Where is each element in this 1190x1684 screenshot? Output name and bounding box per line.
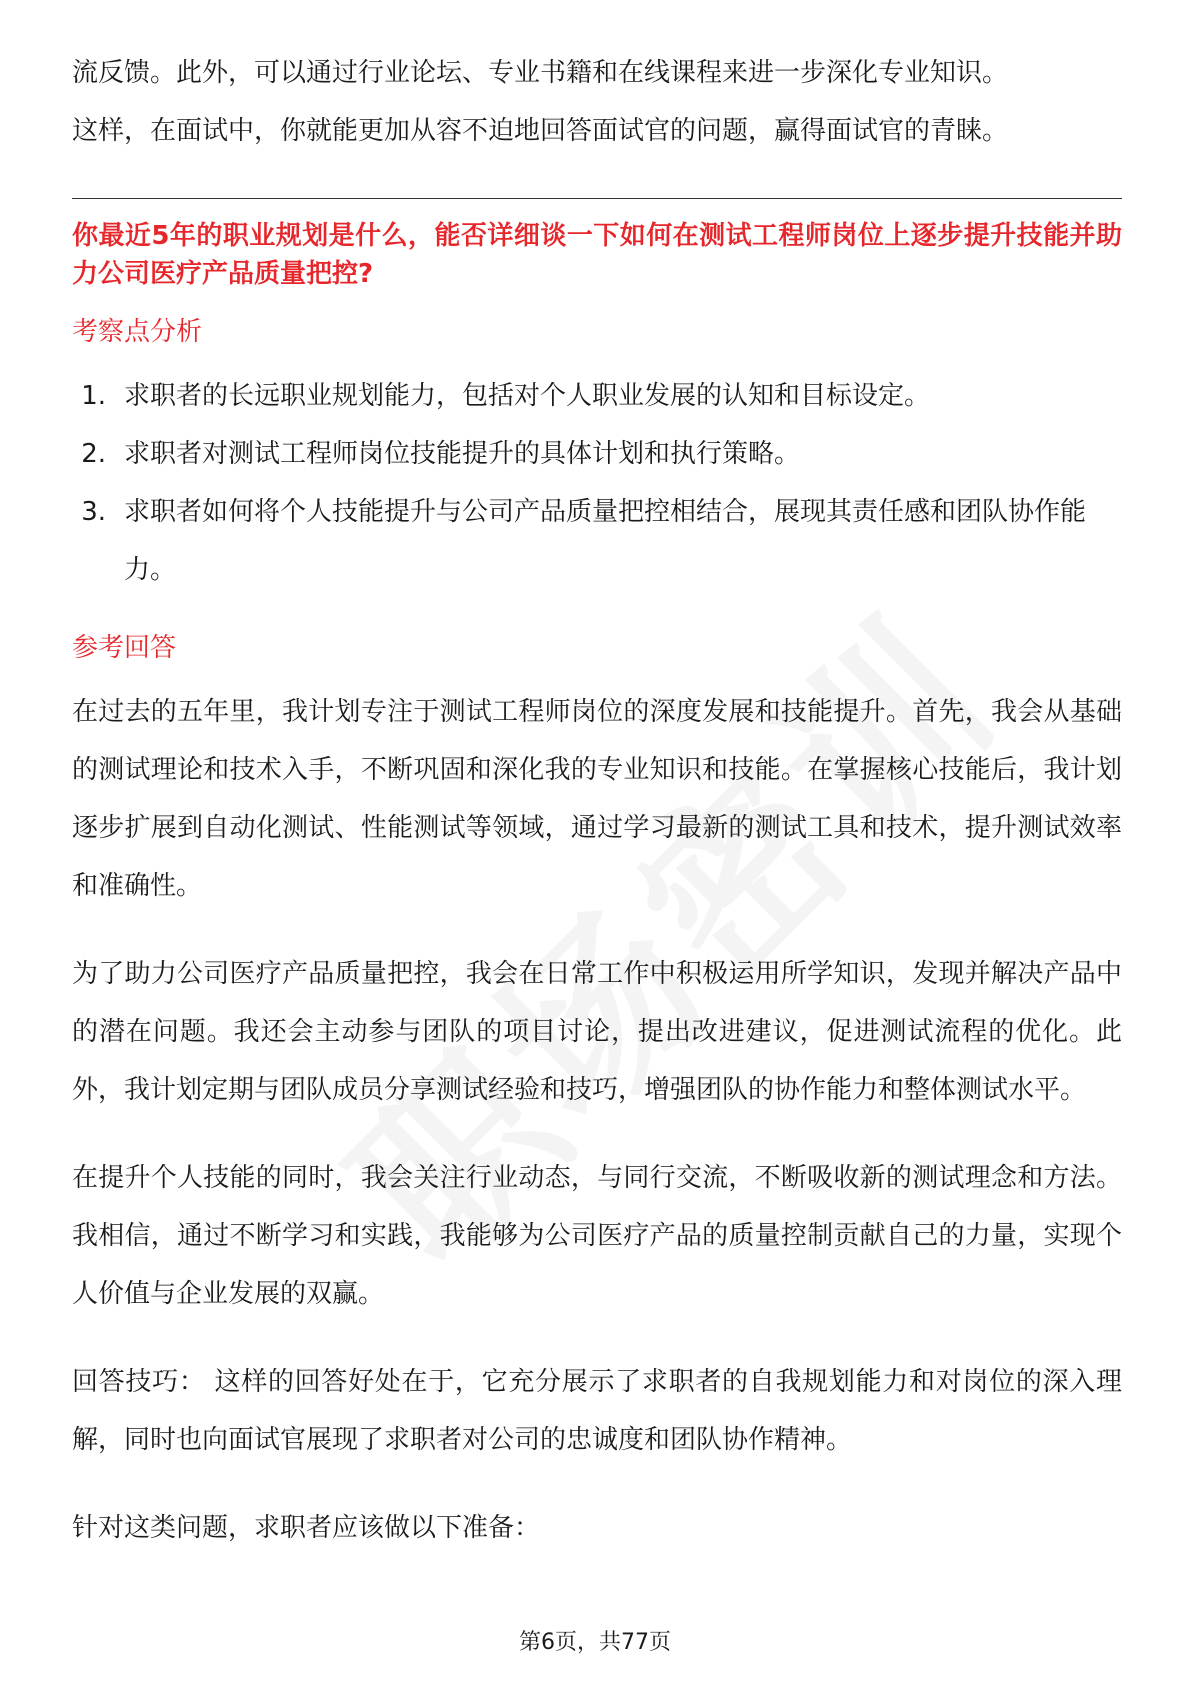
list-item — [72, 425, 1122, 483]
list-item-text: 求职者的长远职业规划能力，包括对个人职业发展的认知和目标设定。 — [124, 381, 931, 411]
question-heading: 你最近5年的职业规划是什么，能否详细谈一下如何在测试工程师岗位上逐步提升技能并助力公司医疗产品质量把控? — [72, 221, 1122, 289]
list-item-number: 3. — [81, 497, 106, 527]
page-number: 第6页，共77页 — [519, 1630, 671, 1655]
list-item-number: 2. — [81, 439, 106, 469]
list-item-text: 求职者对测试工程师岗位技能提升的具体计划和执行策略。 — [124, 439, 801, 469]
preparation-intro: 针对这类问题，求职者应该做以下准备： — [72, 1513, 541, 1543]
page-content — [72, 44, 1122, 1587]
answer-paragraph-1: 在过去的五年里，我计划专注于测试工程师岗位的深度发展和技能提升。首先，我会从基础的测试理论和技术入手，不断巩固和深化我的专业知识和技能。在掌握核心技能后，我计划逐步扩展到自动化测试、性能测试等领域，通过学习最新的测试工具和技术，提升测试效率和准确性。 — [72, 697, 1122, 901]
answer-paragraph-3: 在提升个人技能的同时，我会关注行业动态，与同行交流，不断吸收新的测试理念和方法。我相信，通过不断学习和实践，我能够为公司医疗产品的质量控制贡献自己的力量，实现个人价值与企业发展的双赢。 — [72, 1163, 1122, 1309]
list-item — [72, 483, 1122, 599]
list-item-text: 求职者如何将个人技能提升与公司产品质量把控相结合，展现其责任感和团队协作能力。 — [124, 497, 1087, 585]
answer-tips: 回答技巧： 这样的回答好处在于，它充分展示了求职者的自我规划能力和对岗位的深入理解，同时也向面试官展现了求职者对公司的忠诚度和团队协作精神。 — [72, 1367, 1122, 1455]
analysis-title: 考察点分析 — [72, 317, 203, 347]
answer-title: 参考回答 — [72, 633, 177, 663]
section-divider — [72, 198, 1122, 199]
analysis-list — [72, 367, 1122, 599]
answer-paragraph-2: 为了助力公司医疗产品质量把控，我会在日常工作中积极运用所学知识，发现并解决产品中的潜在问题。我还会主动参与团队的项目讨论，提出改进建议，促进测试流程的优化。此外，我计划定期与团队成员分享测试经验和技巧，增强团队的协作能力和整体测试水平。 — [72, 959, 1122, 1105]
intro-text — [72, 44, 1122, 160]
list-item — [72, 367, 1122, 425]
list-item-number: 1. — [81, 381, 106, 411]
intro-line-1: 流反馈。此外，可以通过行业论坛、专业书籍和在线课程来进一步深化专业知识。 — [72, 58, 1009, 88]
intro-line-2: 这样，在面试中，你就能更加从容不迫地回答面试官的问题，赢得面试官的青睐。 — [72, 116, 1009, 146]
